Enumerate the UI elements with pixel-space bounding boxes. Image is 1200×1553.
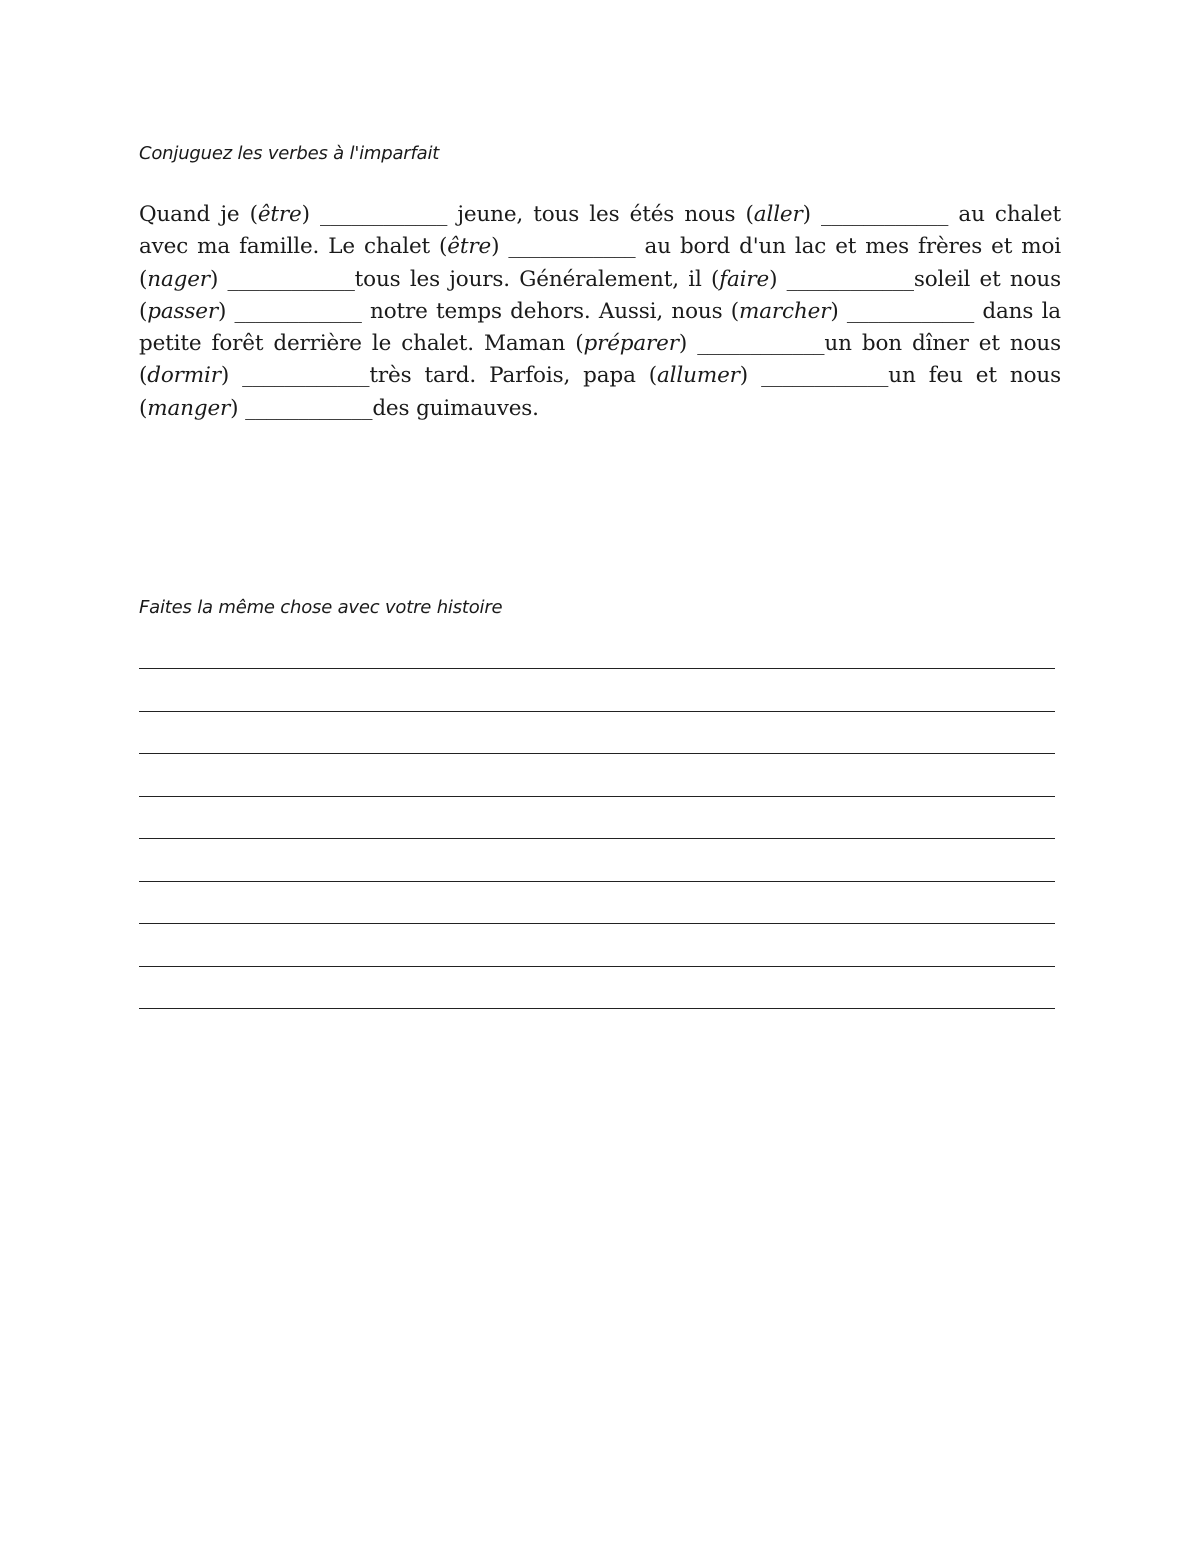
verb-hint: dormir (147, 363, 221, 389)
story-text: ) (830, 298, 847, 324)
story-text: des guimauves. (372, 395, 539, 421)
answer-blank[interactable]: ____________ (786, 266, 914, 292)
story-text: ) (678, 331, 698, 357)
fill-in-the-blank-paragraph (139, 199, 1061, 425)
story-text: ) (739, 363, 762, 389)
exercise-1-instruction: Conjuguez les verbes à l'imparfait (139, 143, 440, 164)
writing-line[interactable] (139, 923, 1055, 924)
answer-blank[interactable]: ____________ (227, 266, 355, 292)
verb-hint: nager (147, 266, 210, 292)
writing-line[interactable] (139, 1008, 1055, 1009)
answer-blank[interactable]: ____________ (846, 298, 975, 324)
story-text: tous les jours. Généralement, il ( (354, 266, 720, 292)
verb-hint: être (447, 234, 492, 260)
writing-line[interactable] (139, 753, 1055, 754)
verb-hint: aller (753, 202, 803, 227)
story-text: un bon dîner et nous ( (139, 331, 1061, 389)
story-text: un feu et nous ( (139, 363, 1061, 421)
story-text: soleil et nous ( (139, 266, 1061, 324)
story-text: jeune, tous les étés nous ( (447, 202, 754, 227)
answer-blank[interactable]: ____________ (245, 395, 373, 421)
answer-blank[interactable]: ____________ (821, 202, 949, 227)
story-text: ) (220, 363, 243, 389)
story-text: notre temps dehors. Aussi, nous ( (361, 298, 740, 324)
writing-line[interactable] (139, 881, 1055, 882)
verb-hint: marcher (739, 298, 831, 324)
story-text: Quand je ( (139, 202, 258, 227)
answer-blank[interactable]: ____________ (761, 363, 889, 389)
writing-line[interactable] (139, 796, 1055, 797)
answer-blank[interactable]: ____________ (242, 363, 370, 389)
exercise-2-instruction: Faites la même chose avec votre histoire (139, 597, 503, 618)
writing-line[interactable] (139, 966, 1055, 967)
story-text: ) (301, 202, 320, 227)
answer-blank[interactable]: ____________ (319, 202, 448, 227)
verb-hint: faire (719, 266, 770, 292)
answer-blank[interactable]: ____________ (508, 234, 636, 260)
story-text: ) (218, 298, 235, 324)
answer-blank[interactable]: ____________ (697, 331, 825, 357)
writing-line[interactable] (139, 668, 1055, 669)
verb-hint: préparer (583, 331, 679, 357)
story-text: très tard. Parfois, papa ( (369, 363, 658, 389)
answer-blank[interactable]: ____________ (234, 298, 362, 324)
verb-hint: allumer (657, 363, 740, 389)
story-text: ) (802, 202, 822, 227)
story-text: ) (209, 266, 228, 292)
writing-line[interactable] (139, 838, 1055, 839)
verb-hint: passer (147, 298, 218, 324)
verb-hint: être (257, 202, 302, 227)
worksheet-page (139, 0, 1062, 1553)
story-text: au chalet avec ma famille. Le chalet ( (139, 202, 1061, 260)
verb-hint: manger (147, 395, 231, 421)
story-text: ) (491, 234, 509, 260)
story-text: dans la petite forêt derrière le chalet. Maman ( (139, 298, 1061, 357)
story-text: ) (769, 266, 787, 292)
story-text: au bord d'un lac et mes frères et moi ( (139, 234, 1061, 292)
writing-line[interactable] (139, 711, 1055, 712)
writing-lines (139, 668, 1055, 1051)
story-text: ) (230, 395, 246, 421)
